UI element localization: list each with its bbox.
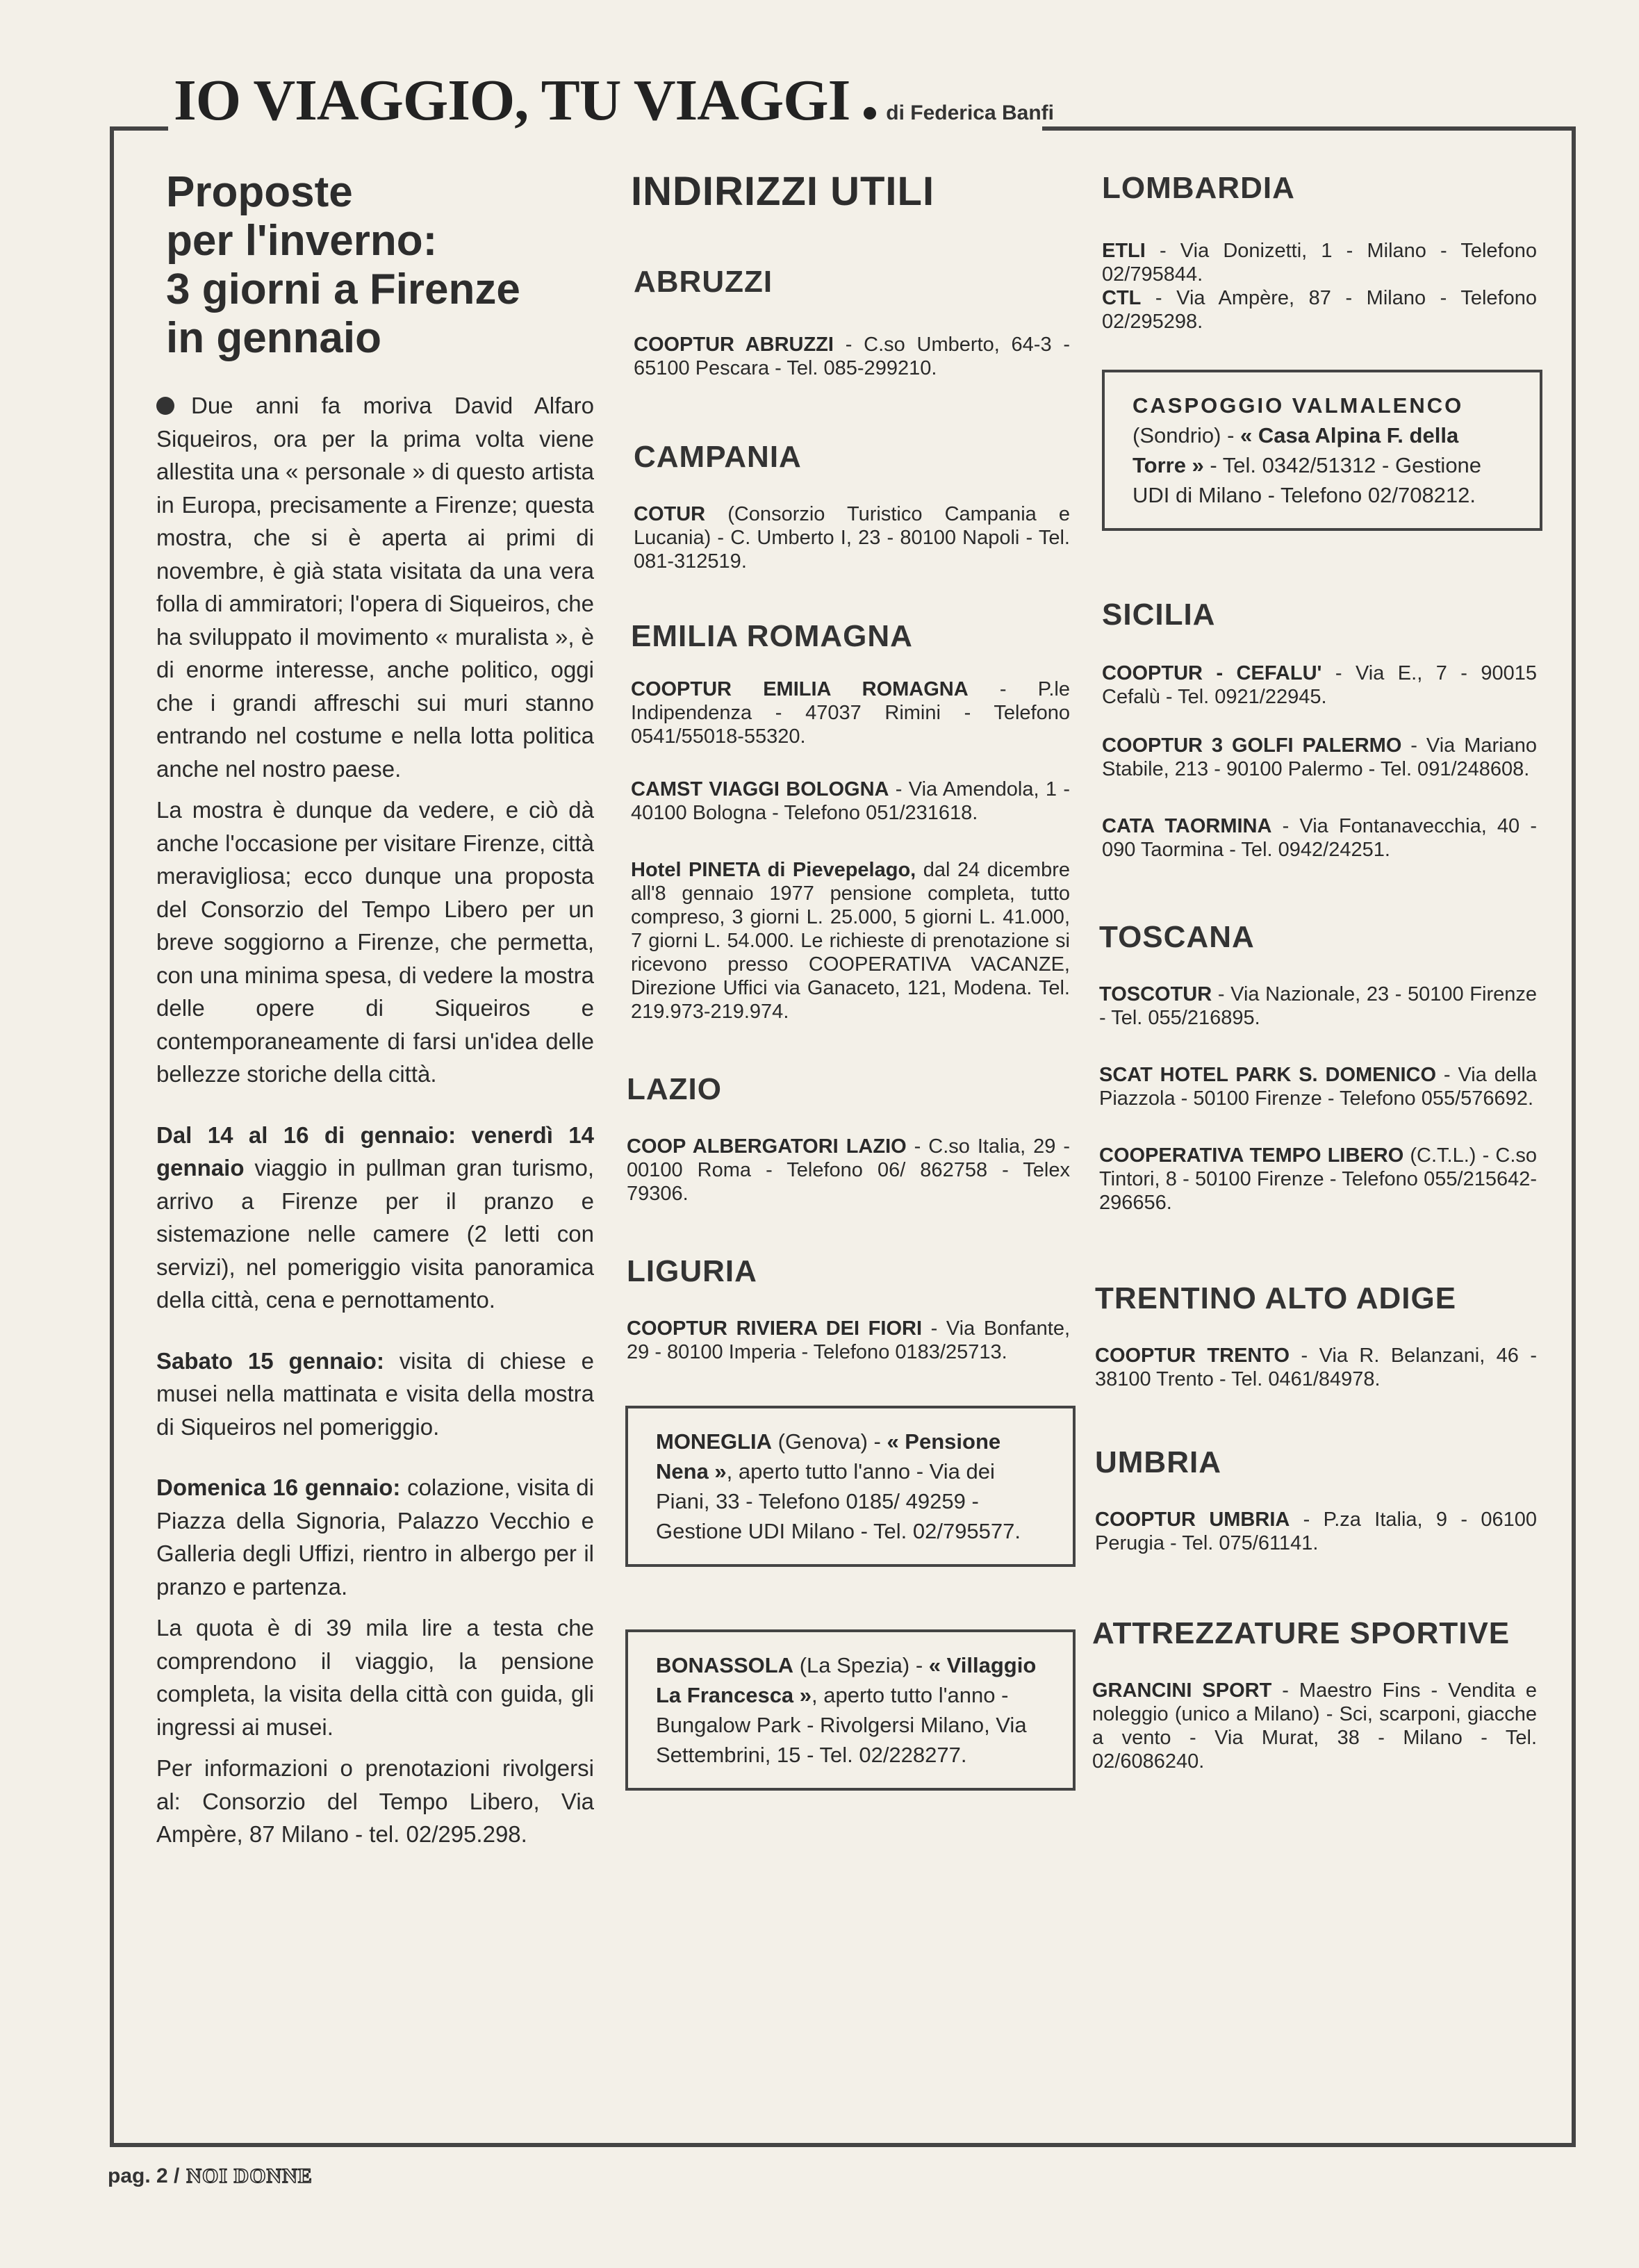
region-heading: LAZIO [627,1072,722,1106]
day-text: visita di chiese e musei nella mattinata e visita della mostra di Siqueiros nel pomeriggio. [156,1347,595,1440]
entry-text: - Via Fontanavecchia, 40 - 090 Taormina - Tel. 0942/24251. [1102,815,1538,861]
entry-name: COOPTUR EMILIA ROMAGNA [631,678,969,700]
day-text: colazione, visita di Piazza della Signoria, Palazzo Vecchio e Galleria degli Uffizi, rientro in albergo per il pranzo e partenza. [156,1474,594,1600]
entry-name: CTL [1102,287,1142,309]
article-headline [166,168,594,363]
address-entry [1095,1344,1537,1391]
entry-text: - Via Nazionale, 23 - 50100 Firenze - Tel. 055/216895. [1099,983,1537,1029]
entry-text: , aperto tutto l'anno - Bungalow Park - Rivolgersi Milano, Via Settembrini, 15 - Tel. 02/228277. [656,1683,1027,1767]
region-heading: ATTREZZATURE SPORTIVE [1092,1616,1510,1650]
address-entry [631,858,1070,1024]
entry-text: - Via Mariano Stabile, 213 - 90100 Palermo - Tel. 091/248608. [1102,734,1537,780]
entry-name: SCAT HOTEL PARK S. DOMENICO [1099,1064,1437,1086]
region-heading: LOMBARDIA [1102,171,1295,205]
masthead-author: di Federica Banfi [886,101,1054,124]
page-footer [108,2164,313,2188]
listing-box [1102,370,1542,531]
day-lead: Dal 14 al 16 di gennaio: venerdì 14 gennaio [156,1121,594,1181]
magazine-logo: NOI DONNE [186,2164,313,2187]
address-entry [1102,239,1537,286]
entry-name: « Villaggio La Francesca » [656,1653,1037,1707]
address-entry [627,1135,1070,1206]
entry-text: - Via Donizetti, 1 - Milano - Telefono 02/795844. [1102,240,1537,286]
article-column [156,160,594,1859]
entry-name: « Pensione Nena » [656,1429,1001,1484]
entry-text: - Maestro Fins - Vendita e noleggio (unico a Milano) - Sci, scarponi, giacche a vento - Via Murat, 38 - Milano - Tel. 02/6086240. [1092,1679,1537,1773]
region-heading: ABRUZZI [634,265,773,299]
bullet-icon [864,107,876,120]
entry-name: « Casa Alpina F. della Torre » [1133,423,1459,477]
entry-name: ETLI [1102,240,1146,262]
day-lead: Domenica 16 gennaio: [156,1474,401,1500]
entry-text: (Sondrio) - [1133,423,1241,447]
address-entry [1102,734,1537,781]
entry-name: COOPTUR - CEFALU' [1102,662,1322,684]
entry-name: CATA TAORMINA [1102,815,1272,837]
article-paragraph: Per informazioni o prenotazioni rivolgersi al: Consorzio del Tempo Libero, Via Ampère, 87 Milano - tel. 02/295.298. [156,1755,594,1847]
address-entry [634,502,1070,573]
entry-name: Hotel PINETA di Pievepelago, [631,859,916,881]
paragraph-text: Due anni fa moriva David Alfaro Siqueiros, ora per la prima volta viene allestita una « personale » di questo artista in Europa, precisamente a Firenze; questa mostra, che si è aperta ai primi di novembre, è già stata visitata da una vera folla di ammiratori; l'opera di Siqueiros, che ha sviluppato il movimento « muralista », è di enorme interesse, anche politico, oggi che i grandi affreschi sui muri stanno entrando nel costume e nella lotta politica anche nel nostro paese. [156,393,594,782]
address-entry [1102,286,1537,334]
listing-box [625,1629,1076,1791]
headline-line: 3 giorni a Firenze [166,265,520,313]
region-heading: LIGURIA [627,1254,757,1288]
address-entry [627,1317,1070,1364]
entry-text: - Via Ampère, 87 - Milano - Telefono 02/295298. [1102,287,1537,333]
address-entry [1099,1144,1537,1215]
entry-name: COOPTUR UMBRIA [1095,1509,1290,1531]
entry-text: - C.so Umberto, 64-3 - 65100 Pescara - Tel. 085-299210. [634,334,1070,379]
region-heading: CAMPANIA [634,440,802,474]
entry-name: COOPTUR ABRUZZI [634,334,834,356]
entry-text: (C.T.L.) - C.so Tintori, 8 - 50100 Firenze - Telefono 055/215642-296656. [1099,1144,1537,1214]
entry-name: CAMST VIAGGI BOLOGNA [631,778,889,800]
frame-rule-right [1042,126,1576,131]
entry-text: - Via Amendola, 1 - 40100 Bologna - Telefono 051/231618. [631,778,1070,824]
entry-name: COOP ALBERGATORI LAZIO [627,1135,907,1158]
article-paragraph [156,1471,594,1603]
address-entry [631,778,1070,825]
address-entry [1092,1679,1537,1773]
address-entry [1099,1063,1537,1110]
entry-text: - C.so Italia, 29 - 00100 Roma - Telefono 06/ 862758 - Telex 79306. [627,1135,1070,1205]
region-heading: EMILIA ROMAGNA [631,619,913,653]
entry-name: COOPERATIVA TEMPO LIBERO [1099,1144,1404,1167]
entry-text: - Via Bonfante, 29 - 80100 Imperia - Telefono 0183/25713. [627,1317,1071,1363]
article-paragraph [156,1345,594,1444]
entry-text: - Tel. 0342/51312 - Gestione UDI di Milano - Telefono 02/708212. [1133,453,1482,507]
entry-name: COOPTUR TRENTO [1095,1345,1290,1367]
frame-rule-left [110,126,168,131]
entry-text: (La Spezia) - [793,1653,929,1677]
section-title: INDIRIZZI UTILI [631,169,935,214]
addresses-column-3 [1092,160,1537,1773]
region-heading: SICILIA [1102,598,1216,632]
masthead-title: IO VIAGGIO, TU VIAGGI [174,68,850,133]
address-entry [1095,1508,1537,1555]
article-paragraph [156,1119,594,1317]
article-paragraph: La quota è di 39 mila lire a testa che comprendono il viaggio, la pensione completa, la visita della città con guida, gli ingressi ai musei. [156,1615,594,1740]
headline-line: per l'inverno: [166,217,438,265]
entry-name: COOPTUR 3 GOLFI PALERMO [1102,734,1402,757]
address-entry [631,677,1070,748]
listing-box [625,1406,1076,1567]
bullet-icon [156,397,174,415]
article-paragraph: La mostra è dunque da vedere, e ciò dà anche l'occasione per visitare Firenze, città meravigliosa; ecco dunque una proposta del Consorzio del Tempo Libero per un breve soggiorno a Firenze, che permetta, con una minima spesa, di vedere la mostra delle opere di Siqueiros e contemporaneamente di farsi un'idea delle bellezze storiche della città. [156,797,594,1087]
entry-text: - Via della Piazzola - 50100 Firenze - Telefono 055/576692. [1099,1064,1537,1110]
address-entry [1102,662,1537,709]
entry-name: COTUR [634,503,706,525]
entry-text: - Via E., 7 - 90015 Cefalù - Tel. 0921/22945. [1102,662,1537,708]
entry-name: BONASSOLA [656,1653,794,1677]
article-paragraph [156,389,594,785]
day-lead: Sabato 15 gennaio: [156,1347,384,1374]
region-heading: TOSCANA [1099,920,1255,954]
entry-name: MONEGLIA [656,1429,773,1454]
entry-name: COOPTUR RIVIERA DEI FIORI [627,1317,923,1340]
region-heading: TRENTINO ALTO ADIGE [1095,1281,1457,1315]
entry-name: GRANCINI SPORT [1092,1679,1272,1702]
entry-text: - Via R. Belanzani, 46 - 38100 Trento - Tel. 0461/84978. [1095,1345,1537,1390]
entry-text: (Consorzio Turistico Campania e Lucania) - C. Umberto I, 23 - 80100 Napoli - Tel. 081-312519. [634,503,1070,573]
entry-text: - P.za Italia, 9 - 06100 Perugia - Tel. 075/61141. [1095,1509,1537,1554]
region-heading: UMBRIA [1095,1445,1221,1479]
day-text: viaggio in pullman gran turismo, arrivo a Firenze per il pranzo e sistemazione nelle camere (2 letti con servizi), nel pomeriggio visita panoramica della città, cena e pernottamento. [156,1155,594,1313]
entry-name: CASPOGGIO VALMALENCO [1133,393,1464,418]
entry-text: , aperto tutto l'anno - Via dei Piani, 33 - Telefono 0185/ 49259 - Gestione UDI Milano - Tel. 02/795577. [656,1459,1021,1543]
headline-line: in gennaio [166,314,381,362]
addresses-column-2 [625,160,1070,1791]
address-entry [1099,983,1537,1030]
address-entry [634,333,1070,380]
headline-line: Proposte [166,168,353,216]
entry-text: - P.le Indipendenza - 47037 Rimini - Telefono 0541/55018-55320. [631,678,1070,748]
entry-text: dal 24 dicembre all'8 gennaio 1977 pensione completa, tutto compreso, 3 giorni L. 25.000, 5 giorni L. 41.000, 7 giorni L. 54.000. Le richieste di prenotazione si ricevono presso COOPERATIVA VACANZE, Direzione Uffici via Ganaceto, 121, Modena. Tel. 219.973-219.974. [631,859,1071,1023]
page-number: pag. 2 / [108,2164,180,2187]
entry-name: TOSCOTUR [1099,983,1212,1005]
masthead [174,67,1054,134]
entry-text: (Genova) - [772,1429,887,1454]
address-entry [1102,814,1537,862]
